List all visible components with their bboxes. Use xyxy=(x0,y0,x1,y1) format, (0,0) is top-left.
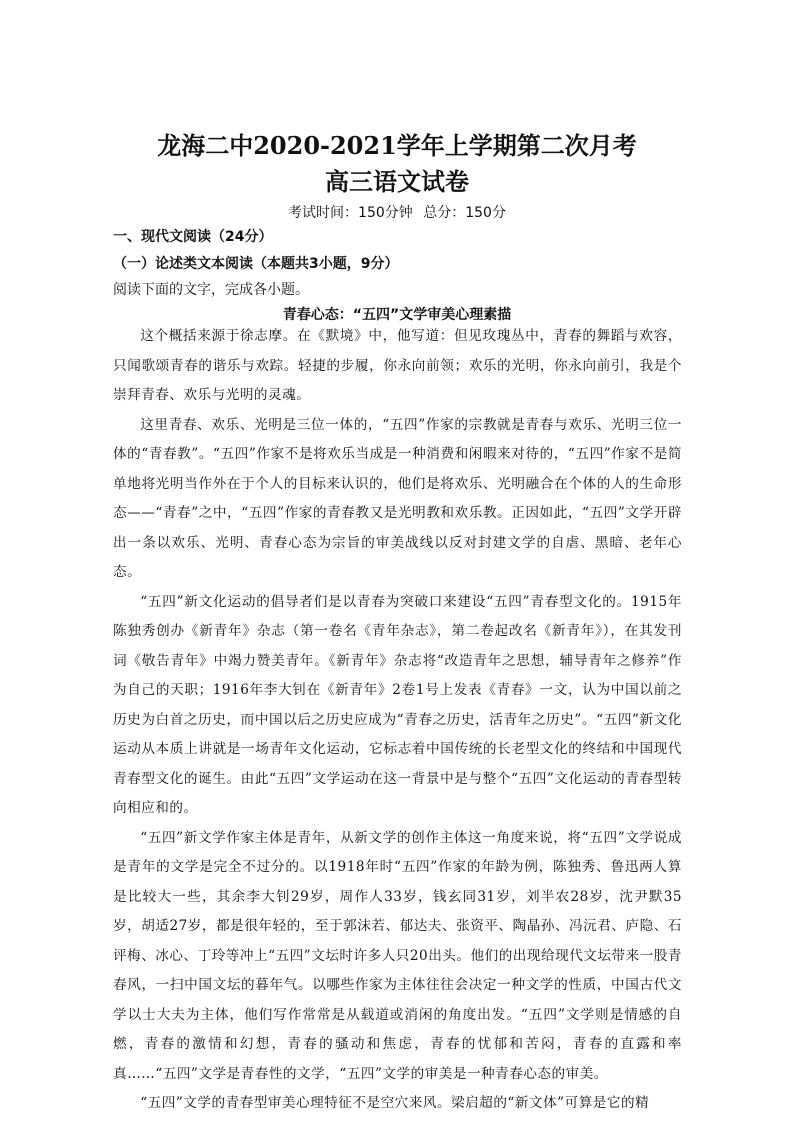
article-paragraph: “五四”新文学作家主体是青年，从新文学的创作主体这一角度来说，将“五四”文学说成是青年的文学是完全不过分的。以1918年时“五四”作家的年龄为例，陈独秀、鲁迅两人算是比较大一些，其余李大钊29岁，周作人33岁，钱玄同31岁，刘半农28岁，沈尹默35岁，胡适27岁，都是很年轻的，至于郭沫若、郁达夫、张资平、陶晶孙、冯沅君、庐隐、石评梅、冰心、丁玲等冲上“五四”文坛时许多人只20出头。他们的出现给现代文坛带来一股青春风，一扫中国文坛的暮年气。以哪些作家为主体往往会决定一种文学的性质，中国古代文学以士大夫为主体，他们写作常常是从载道或消闲的角度出发。“五四”文学则是情感的自燃，青春的激情和幻想，青春的骚动和焦虑，青春的忧郁和苦闷，青春的直露和率真……“五四”文学是青春性的文学，“五四”文学的审美是一种青春心态的审美。 xyxy=(113,829,682,1082)
section-subheading: （一）论述类文本阅读（本题共3小题，9分） xyxy=(113,256,399,272)
article-paragraph: “五四”文学的青春型审美心理特征不是空穴来风。梁启超的“新文体”可算是它的精 xyxy=(140,1095,650,1111)
exam-title: 龙海二中2020-2021学年上学期第二次月考 xyxy=(157,131,637,160)
article-paragraph: 这个概括来源于徐志摩。在《默境》中，他写道：但见玫瑰丛中，青春的舞蹈与欢容，只闻歌颂青春的谐乐与欢踪。轻捷的步履，你永向前领；欢乐的光明，你永向前引，我是个崇拜青春、欢乐与光明的灵魂。 xyxy=(113,328,682,403)
article-title: 青春心态：“五四”文学审美心理素描 xyxy=(282,307,512,323)
article-paragraph: 这里青春、欢乐、光明是三位一体的，“五四”作家的宗教就是青春与欢乐、光明三位一体的“青春教”。“五四”作家不是将欢乐当成是一种消费和闲暇来对待的，“五四”作家不是简单地将光明当作外在于个人的目标来认识的，他们是将欢乐、光明融合在个体的人的生命形态——“青春”之中，“五四”作家的青春教又是光明教和欢乐教。正因如此，“五四”文学开辟出一条以欢乐、光明、青春心态为宗旨的审美战线以反对封建文学的自虐、黑暗、老年心态。 xyxy=(113,416,682,580)
reading-instruction: 阅读下面的文字，完成各小题。 xyxy=(113,282,309,298)
article-paragraph: “五四”新文化运动的倡导者们是以青春为突破口来建设“五四”青春型文化的。1915年陈独秀创办《新青年》杂志（第一卷名《青年杂志》，第二卷起改名《新青年》），在其发刊词《敬告青年》中竭力赞美青年。《新青年》杂志将“改造青年之思想，辅导青年之修养”作为自己的天职；1916年李大钊在《新青年》2卷1号上发表《青春》一文，认为中国以前之历史为白首之历史，而中国以后之历史应成为“青春之历史，活青年之历史”。“五四”新文化运动从本质上讲就是一场青年文化运动，它标志着中国传统的长老型文化的终结和中国现代青春型文化的诞生。由此“五四”文学运动在这一背景中是与整个“五四”文化运动的青春型转向相应和的。 xyxy=(113,593,682,816)
article-body xyxy=(113,322,682,1119)
exam-subtitle: 高三语文试卷 xyxy=(325,167,469,196)
section-heading: 一、现代文阅读（24分） xyxy=(113,229,273,245)
exam-time: 考试时间：150分钟 xyxy=(288,205,413,221)
exam-info xyxy=(0,203,794,223)
total-score: 总分：150分 xyxy=(423,205,506,221)
